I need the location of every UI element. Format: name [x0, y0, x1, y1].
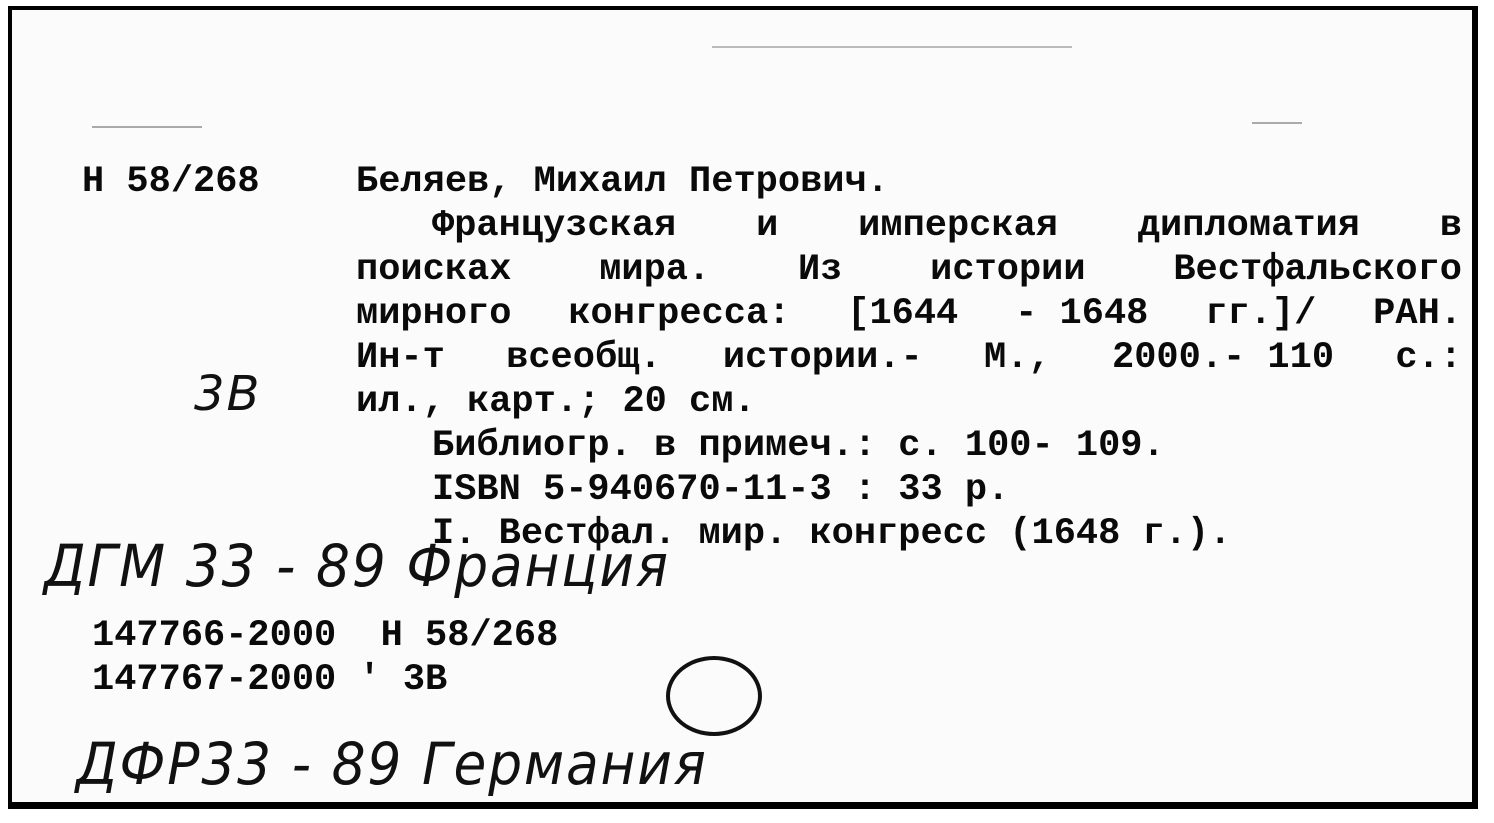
title-line: [356, 248, 1462, 292]
margin-mark: [1252, 122, 1302, 124]
imprint-word: истории.-: [722, 337, 923, 379]
handwritten-location: 3В: [194, 366, 262, 422]
imprint-word: М.,: [984, 337, 1051, 379]
title-word: - 1648: [1015, 293, 1149, 335]
title-line: [356, 204, 1462, 248]
subject-line: I. Вестфал. мир. конгресс (1648 г.).: [432, 513, 1232, 555]
inventory-row: 147767-2000 ' 3В: [92, 659, 448, 701]
title-word: и: [756, 205, 779, 247]
inventory-row: 147766-2000 Н 58/268: [92, 615, 559, 657]
title-word: Французская: [432, 205, 677, 247]
title-word: имперская: [858, 205, 1058, 247]
title-word: поисках: [356, 249, 512, 291]
margin-mark: [92, 126, 202, 128]
title-word: [1644: [847, 293, 959, 335]
imprint-word: Ин-т: [356, 337, 445, 379]
imprint-word: с.:: [1395, 337, 1462, 379]
bibliographic-entry: [356, 160, 1462, 556]
handwritten-note-france: ДГМ 33 - 89 Франция: [44, 532, 670, 600]
imprint-word: всеобщ.: [506, 337, 662, 379]
title-word: дипломатия: [1137, 205, 1360, 247]
title-word: РАН.: [1373, 293, 1462, 335]
shelfmark: Н 58/268: [82, 161, 260, 203]
author-heading: Беляев, Михаил Петрович.: [356, 161, 889, 203]
title-word: в: [1439, 205, 1462, 247]
catalog-card: [8, 6, 1478, 809]
margin-mark: [712, 46, 1072, 48]
title-word: мирного: [356, 293, 512, 335]
inventory-block: [92, 614, 558, 702]
title-word: истории: [930, 249, 1086, 291]
title-line: [356, 292, 1462, 336]
bibliography-note: Библиогр. в примеч.: с. 100- 109.: [432, 425, 1165, 467]
imprint-word: 2000.- 110: [1111, 337, 1335, 379]
title-word: конгресса:: [568, 293, 791, 335]
title-word: мира.: [599, 249, 711, 291]
handwritten-note-germany: ДФР33 - 89 Германия: [76, 730, 708, 798]
title-word: Из: [797, 249, 843, 291]
isbn-line: ISBN 5-940670-11-3 : 33 р.: [432, 469, 1010, 511]
physical-description: ил., карт.; 20 см.: [356, 381, 756, 423]
stamp-circle: [666, 656, 762, 736]
title-word: Вестфальского: [1173, 249, 1462, 291]
title-word: гг.]/: [1205, 293, 1317, 335]
imprint-line: [356, 336, 1462, 380]
